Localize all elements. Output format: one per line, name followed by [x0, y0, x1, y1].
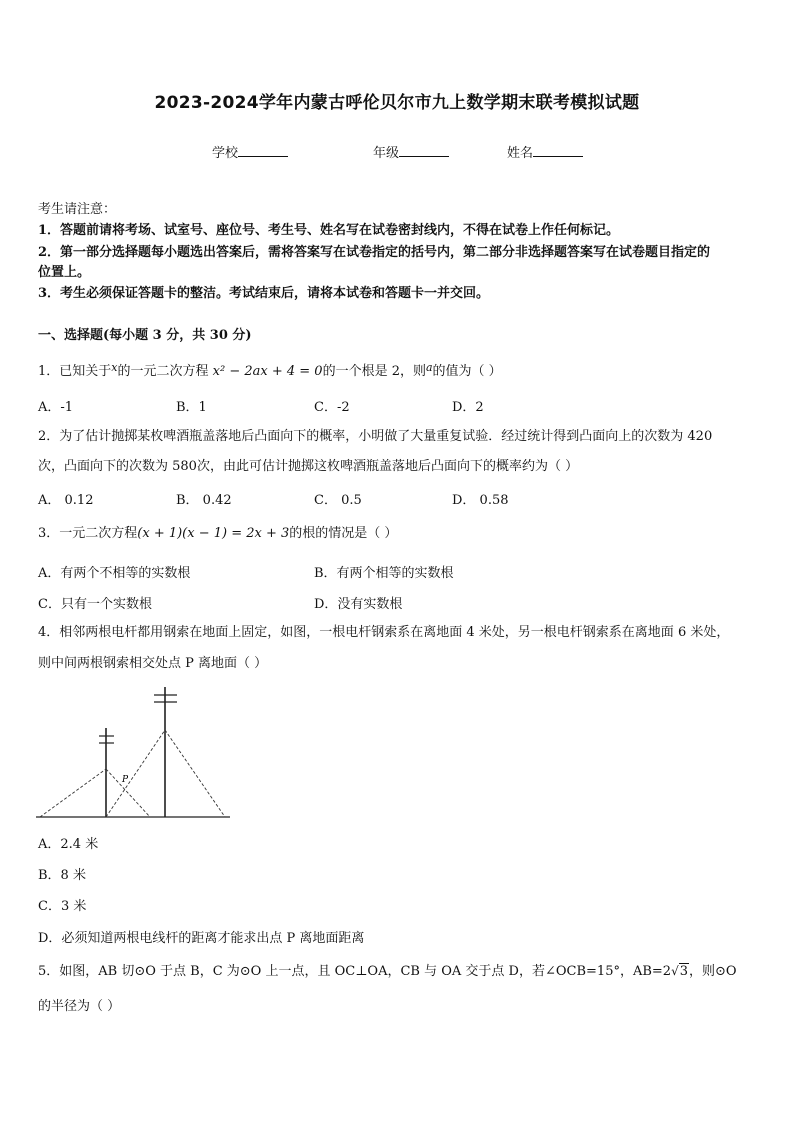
right-outer-cable [165, 730, 225, 817]
question-4-line-2: 则中间两根钢索相交处点 P 离地面（ ） [38, 656, 268, 671]
q2-option-d[interactable]: D． 0.58 [452, 493, 509, 508]
q4-figure-poles [30, 680, 240, 825]
notice-item: 1．答题前请将考场、试室号、座位号、考生号、姓名写在试卷密封线内，不得在试卷上作任何标记。 [38, 223, 620, 238]
question-5-line-1 [38, 961, 737, 982]
q4-option-d[interactable]: D．必须知道两根电线杆的距离才能求出点 P 离地面距离 [38, 931, 365, 946]
notice-item: 3．考生必须保证答题卡的整洁。考试结束后，请将本试卷和答题卡一并交回。 [38, 286, 490, 301]
q2-option-b[interactable]: B． 0.42 [176, 493, 232, 508]
q1-text-2: 的一元二次方程 [117, 364, 209, 379]
right-inner-cable [106, 730, 165, 817]
grade-blank[interactable] [399, 144, 449, 157]
name-field [507, 142, 583, 161]
q5-text-end: ，则⊙O [689, 964, 737, 979]
q3-equation: (x + 1)(x − 1) = 2x + 3 [137, 526, 290, 541]
question-2-line-2: 次，凸面向下的次数为 580次，由此可估计抛掷这枚啤酒瓶盖落地后凸面向下的概率约为（ ） [38, 459, 579, 474]
q1-option-c[interactable]: C．-2 [314, 400, 350, 415]
q1-option-a[interactable]: A．-1 [38, 400, 74, 415]
question-5-line-2: 的半径为（ ） [38, 999, 121, 1014]
question-3-stem [38, 524, 397, 544]
q5-text: 5．如图，AB 切⊙O 于点 B，C 为⊙O 上一点，且 OC⊥OA，CB 与 OA 交于点 D，若∠OCB=15°，AB=2 [38, 964, 672, 979]
page-title: 2023-2024学年内蒙古呼伦贝尔市九上数学期末联考模拟试题 [154, 93, 640, 113]
sqrt-sign: √ [671, 964, 679, 978]
section-heading: 一、选择题(每小题 3 分，共 30 分) [38, 328, 252, 343]
q1-text-3: 的一个根是 2，则 [322, 364, 426, 379]
q3-text-1: 3．一元二次方程 [38, 526, 138, 541]
q4-option-a[interactable]: A．2.4 米 [38, 837, 99, 852]
q1-text-1: 1．已知关于 [38, 364, 112, 379]
q4-option-b[interactable]: B．8 米 [38, 868, 86, 883]
name-label: 姓名 [507, 146, 534, 161]
q3-option-c[interactable]: C．只有一个实数根 [38, 597, 152, 612]
q1-equation: x² − 2ax + 4 = 0 [212, 364, 323, 379]
q3-option-a[interactable]: A．有两个不相等的实数根 [38, 566, 191, 581]
q1-text-4: 的值为（ ） [432, 364, 502, 379]
point-p-label: P [122, 775, 129, 785]
school-field [212, 142, 288, 161]
notice-item: 位置上。 [38, 265, 91, 280]
notice-item: 2．第一部分选择题每小题选出答案后，需将答案写在试卷指定的括号内，第二部分非选择题答案写在试卷题目指定的 [38, 245, 711, 260]
q1-option-b[interactable]: B．1 [176, 400, 207, 415]
school-label: 学校 [212, 146, 239, 161]
q1-var-a: a [425, 361, 433, 374]
q3-option-d[interactable]: D．没有实数根 [314, 597, 403, 612]
left-outer-cable [40, 769, 106, 817]
question-2-line-1: 2．为了估计抛掷某枚啤酒瓶盖落地后凸面向下的概率，小明做了大量重复试验．经过统计得到凸面向上的次数为 420 [38, 429, 713, 444]
q2-option-a[interactable]: A． 0.12 [38, 493, 94, 508]
q4-option-c[interactable]: C．3 米 [38, 899, 87, 914]
q2-option-c[interactable]: C． 0.5 [314, 493, 362, 508]
question-1-stem [38, 358, 502, 382]
q5-sqrt-radicand: 3 [679, 964, 689, 979]
name-blank[interactable] [533, 144, 583, 157]
grade-field [373, 142, 449, 161]
q1-var-x: x [111, 361, 118, 374]
q1-option-d[interactable]: D．2 [452, 400, 484, 415]
q3-text-2: 的根的情况是（ ） [289, 526, 398, 541]
question-4-line-1: 4．相邻两根电杆都用钢索在地面上固定，如图，一根电杆钢索系在离地面 4 米处，另一根电杆钢索系在离地面 6 米处， [38, 625, 730, 640]
notice-heading: 考生请注意： [38, 202, 117, 217]
q3-option-b[interactable]: B．有两个相等的实数根 [314, 566, 454, 581]
grade-label: 年级 [373, 146, 400, 161]
school-blank[interactable] [238, 144, 288, 157]
